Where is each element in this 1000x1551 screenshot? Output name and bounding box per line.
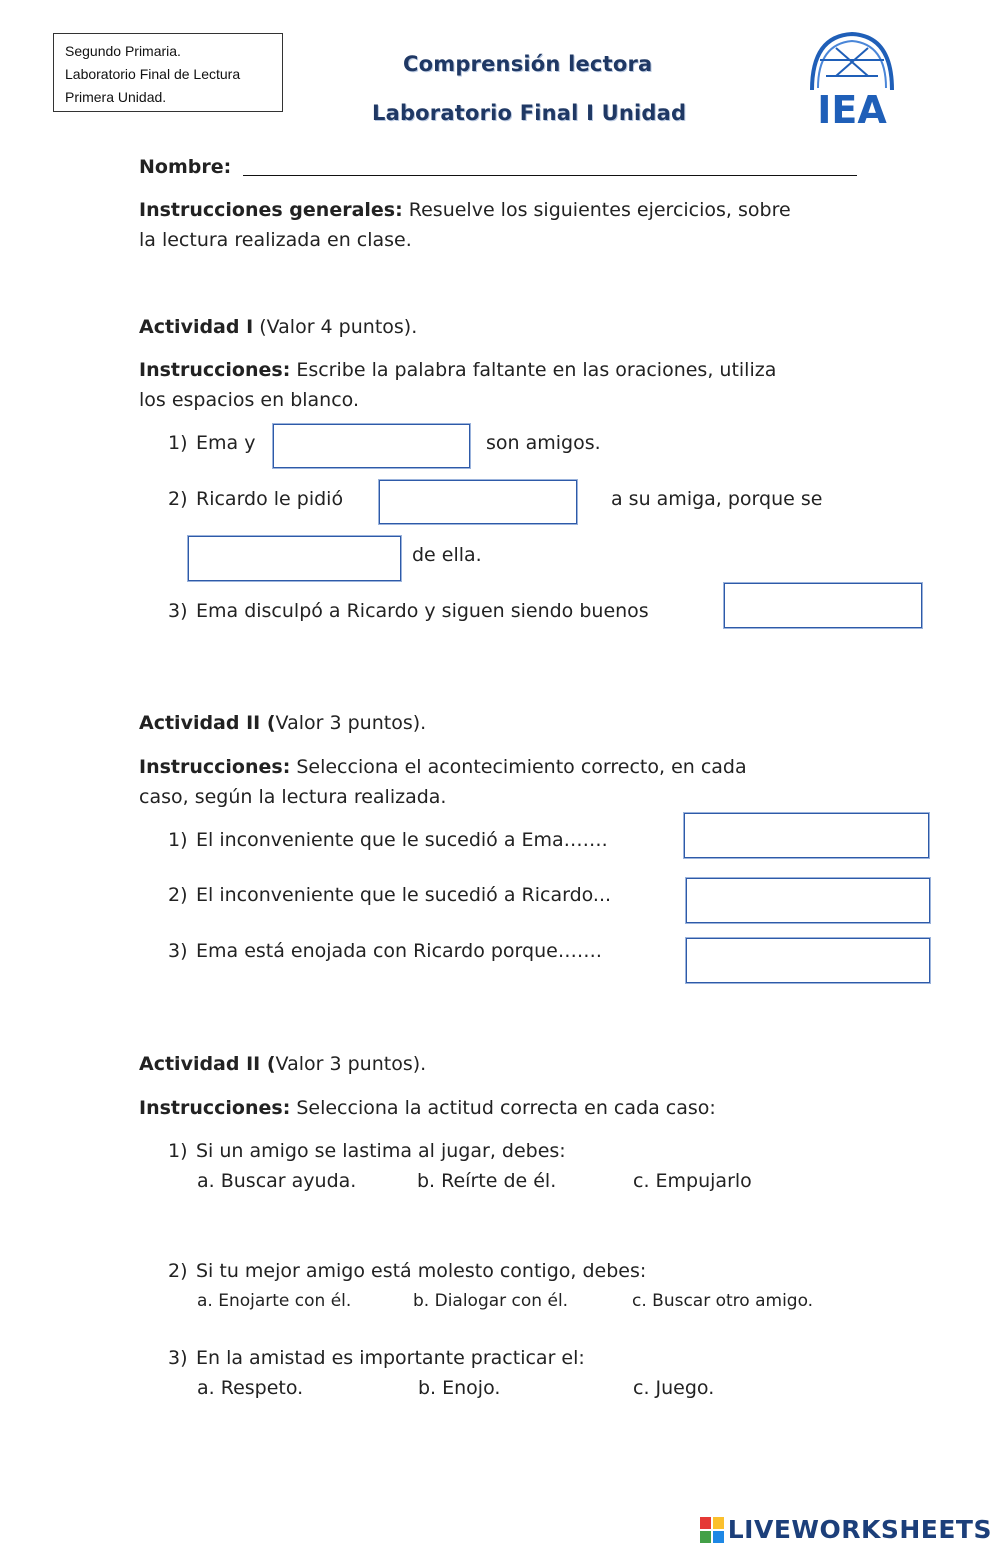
info-line: Primera Unidad. (65, 89, 167, 105)
a3-q1-option-b[interactable]: b. Reírte de él. (417, 1170, 557, 1192)
general-instructions: Instrucciones generales: Resuelve los siguientes ejercicios, sobre (139, 199, 791, 221)
activity-3-title: Actividad II (Valor 3 puntos). (139, 1053, 427, 1075)
a1-q2-answer-box-2[interactable] (188, 536, 401, 581)
activity-1-instructions: Instrucciones: Escribe la palabra faltante en las oraciones, utiliza (139, 359, 777, 381)
a3-q1-option-c[interactable]: c. Empujarlo (633, 1170, 752, 1192)
activity-2-instructions: Instrucciones: Selecciona el acontecimiento correcto, en cada (139, 756, 747, 778)
a1-q3-answer-box[interactable] (724, 583, 922, 628)
a1-q3: 3) Ema disculpó a Ricardo y siguen siendo buenos (168, 600, 649, 622)
a2-q3-dropdown[interactable] (686, 938, 930, 983)
a3-q3-option-a[interactable]: a. Respeto. (197, 1377, 304, 1399)
a3-q2-option-c[interactable]: c. Buscar otro amigo. (632, 1291, 814, 1311)
a3-q3: 3) En la amistad es importante practicar el: (168, 1347, 585, 1369)
a3-q1: 1) Si un amigo se lastima al jugar, debes: (168, 1140, 566, 1162)
a3-q1-option-a[interactable]: a. Buscar ayuda. (197, 1170, 357, 1192)
activity-2-instructions-line2: caso, según la lectura realizada. (139, 786, 447, 808)
activity-3-instructions: Instrucciones: Selecciona la actitud correcta en cada caso: (139, 1097, 716, 1119)
liveworksheets-brand (700, 1515, 992, 1544)
a1-q2: 2) Ricardo le pidió (168, 488, 344, 510)
logo-dome-icon (806, 28, 898, 128)
a2-q2-dropdown[interactable] (686, 878, 930, 923)
a1-q2-end: de ella. (412, 544, 482, 566)
nombre-line[interactable] (243, 175, 857, 176)
activity-1-title: Actividad I (Valor 4 puntos). (139, 316, 418, 338)
a1-q1-end: son amigos. (486, 432, 601, 454)
liveworksheets-text: LIVEWORKSHEETS (727, 1515, 992, 1544)
page-subtitle: Laboratorio Final I Unidad (372, 101, 687, 125)
a3-q3-option-c[interactable]: c. Juego. (633, 1377, 715, 1399)
a2-q3: 3) Ema está enojada con Ricardo porque……. (168, 940, 602, 962)
info-line: Segundo Primaria. (65, 43, 181, 59)
liveworksheets-logo-icon (700, 1517, 724, 1543)
nombre-label: Nombre: (139, 156, 232, 178)
a2-q1-dropdown[interactable] (684, 813, 929, 858)
a3-q3-option-b[interactable]: b. Enojo. (418, 1377, 501, 1399)
info-box (53, 33, 283, 112)
info-line: Laboratorio Final de Lectura (65, 66, 241, 82)
a1-q1-answer-box[interactable] (273, 424, 470, 468)
page-title: Comprensión lectora (403, 52, 653, 76)
activity-1-instructions-line2: los espacios en blanco. (139, 389, 359, 411)
a1-q2-mid: a su amiga, porque se (611, 488, 823, 510)
general-instructions-line2: la lectura realizada en clase. (139, 229, 412, 251)
a3-q2: 2) Si tu mejor amigo está molesto contigo, debes: (168, 1260, 647, 1282)
school-logo (806, 28, 898, 128)
a3-q2-option-a[interactable]: a. Enojarte con él. (197, 1291, 352, 1311)
a3-q2-option-b[interactable]: b. Dialogar con él. (413, 1291, 569, 1311)
a2-q2: 2) El inconveniente que le sucedió a Ricardo... (168, 884, 612, 906)
logo-text: IEA (817, 88, 887, 128)
a2-q1: 1) El inconveniente que le sucedió a Ema……. (168, 829, 608, 851)
a1-q2-answer-box-1[interactable] (379, 480, 577, 524)
activity-2-title: Actividad II (Valor 3 puntos). (139, 712, 427, 734)
a1-q1: 1) Ema y (168, 432, 256, 454)
